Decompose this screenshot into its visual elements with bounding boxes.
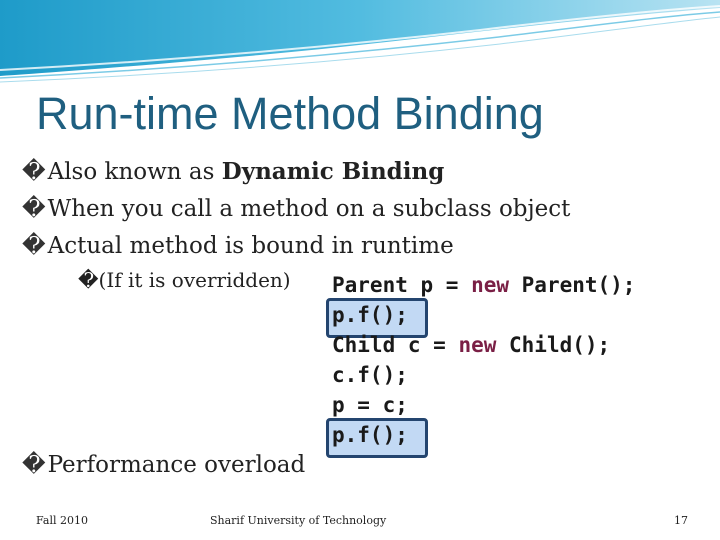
code-line [332, 420, 702, 450]
bullet-bound-runtime [22, 233, 454, 259]
footer-date: Fall 2010 [36, 514, 88, 527]
footer-page-number: 17 [674, 514, 688, 527]
bullet-text: When you call a method on a subclass object [47, 196, 571, 222]
header-wave-decoration [0, 0, 720, 90]
sub-bullet-marker-icon: � [78, 268, 99, 292]
bullet-marker-icon: � [22, 233, 46, 259]
bullet-text: Also known as [47, 159, 222, 185]
code-text: Child c = [332, 333, 459, 357]
code-keyword: new [471, 273, 510, 297]
bullet-marker-icon: � [22, 159, 46, 185]
bullet-text: Performance overload [47, 452, 306, 478]
code-text: Child(); [496, 333, 611, 357]
bullet-marker-icon: � [22, 452, 46, 478]
code-text: p.f(); [332, 303, 408, 327]
code-text: Parent p = [332, 273, 472, 297]
code-text: p = c; [332, 393, 408, 417]
code-line [332, 390, 702, 420]
code-line [332, 270, 702, 300]
bullet-subclass-call [22, 196, 570, 222]
sub-bullet-text: (If it is overridden) [98, 268, 291, 292]
sub-bullet-overridden [78, 268, 291, 292]
code-line [332, 360, 702, 390]
code-example [332, 270, 702, 450]
code-line [332, 330, 702, 360]
bullet-marker-icon: � [22, 196, 46, 222]
bullet-dynamic-binding [22, 158, 444, 185]
code-text: Parent(); [509, 273, 636, 297]
code-line [332, 300, 702, 330]
bullet-bold-text: Dynamic Binding [221, 158, 445, 185]
slide-title: Run-time Method Binding [36, 88, 544, 139]
bullet-performance-overload [22, 452, 305, 478]
bullet-text: Actual method is bound in runtime [47, 233, 454, 259]
code-text: c.f(); [332, 363, 408, 387]
code-keyword: new [458, 333, 497, 357]
code-text: p.f(); [332, 423, 408, 447]
footer-university: Sharif University of Technology [210, 514, 387, 527]
